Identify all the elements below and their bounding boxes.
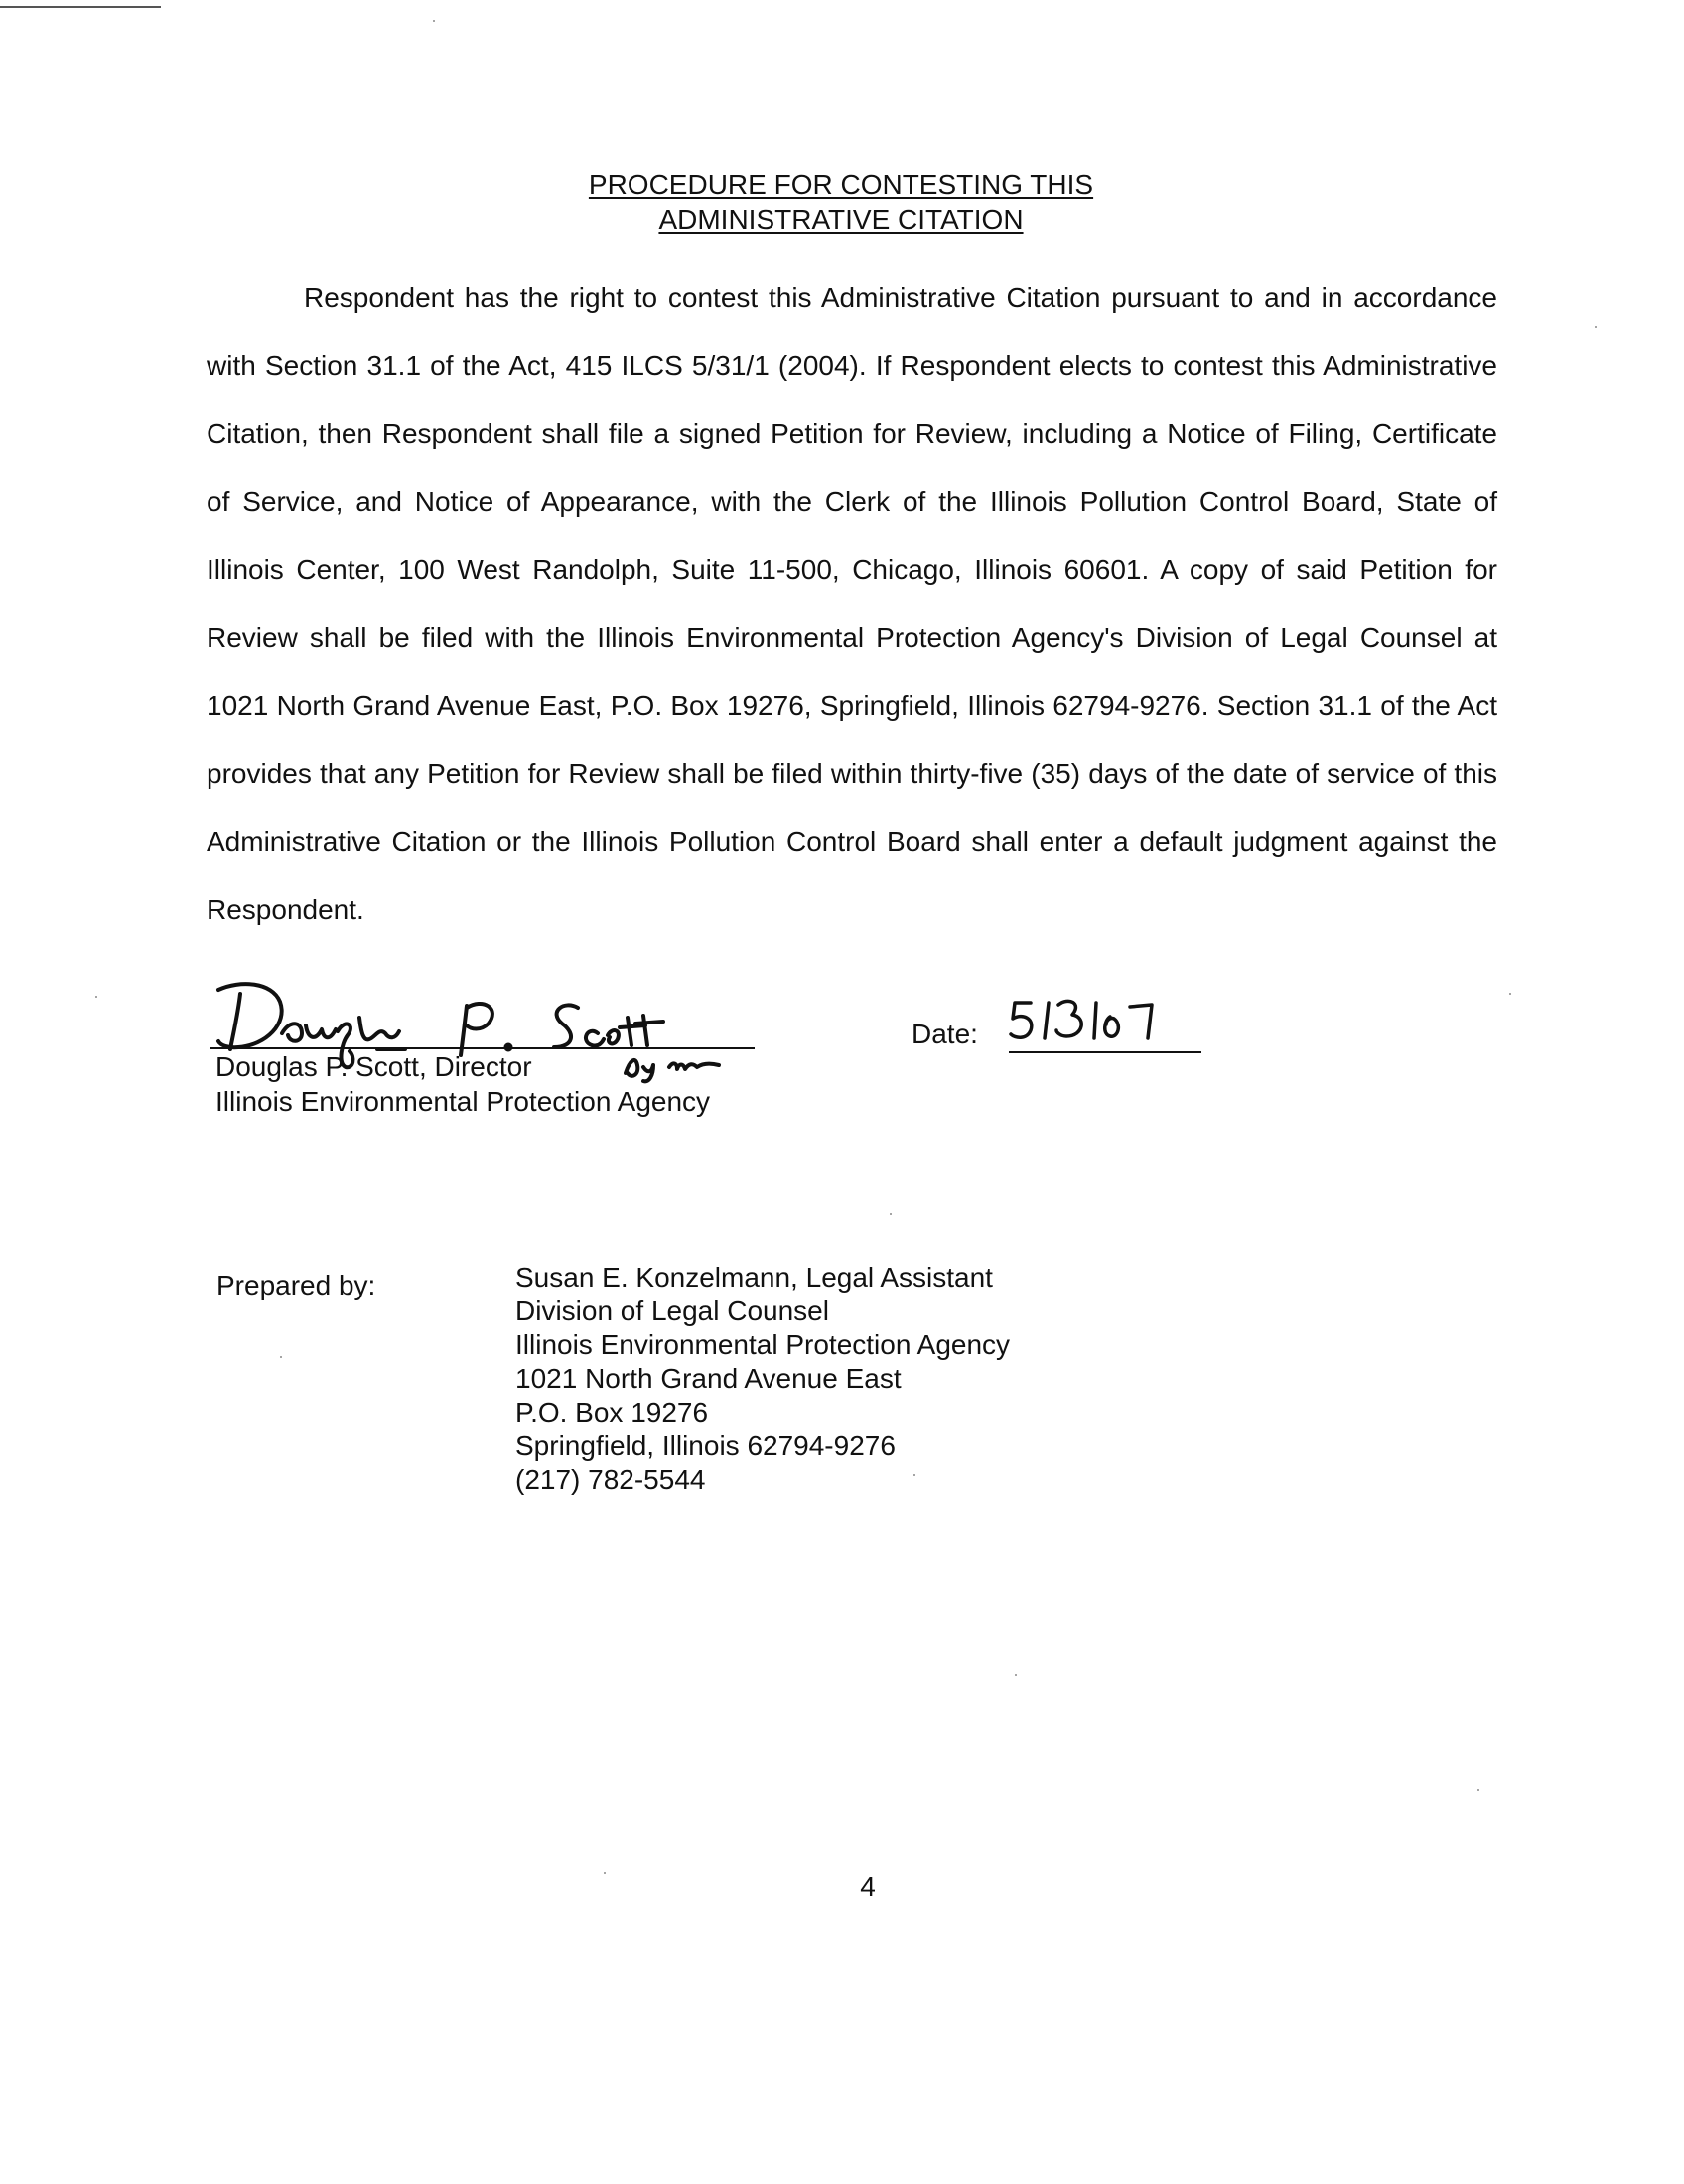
- scan-speck: [433, 20, 435, 22]
- handwritten-date: [1003, 991, 1201, 1050]
- scan-speck: [1015, 1674, 1017, 1676]
- scan-speck: [1477, 1789, 1479, 1791]
- title-line-1: PROCEDURE FOR CONTESTING THIS: [588, 169, 1094, 200]
- signature-line: [210, 1047, 755, 1049]
- scan-artifact-line: [0, 6, 161, 8]
- scan-speck: [280, 1356, 282, 1358]
- title-line-2: ADMINISTRATIVE CITATION: [658, 205, 1024, 235]
- scan-speck: [913, 1474, 915, 1476]
- preparer-line: 1021 North Grand Avenue East: [515, 1363, 902, 1394]
- date-line: [1009, 1051, 1201, 1053]
- scan-speck: [604, 1872, 606, 1874]
- procedure-paragraph: Respondent has the right to contest this Administrative Citation pursuant to and in accordance with Section 31.1 of the Act, 415 ILCS 5/31/1 (2004). If Respondent elects to contest this Administrative Citation, then Respondent shall file a signed Petition for Review, including a Notice of Filing, Certificate of Service, and Notice of Appearance, with the Clerk of the Illinois Pollution Control Board, State of Illinois Center, 100 West Randolph, Suite 11-500, Chicago, Illinois 60601. A copy of said Petition for Review shall be filed with the Illinois Environmental Protection Agency's Division of Legal Counsel at 1021 North Grand Avenue East, P.O. Box 19276, Springfield, Illinois 62794-9276. Section 31.1 of the Act provides that any Petition for Review shall be filed within thirty-five (35) days of the date of service of this Administrative Citation or the Illinois Pollution Control Board shall enter a default judgment against the Respondent.: [207, 282, 1497, 925]
- date-label: Date:: [912, 1019, 978, 1049]
- signatory-name-title: Douglas P. Scott, Director: [215, 1051, 532, 1082]
- preparer-line: Springfield, Illinois 62794-9276: [515, 1431, 896, 1461]
- preparer-line: Susan E. Konzelmann, Legal Assistant: [515, 1262, 993, 1293]
- page-number: 4: [860, 1871, 876, 1902]
- document-title: [0, 167, 1683, 238]
- preparer-address-block: [515, 1261, 1010, 1497]
- preparer-line: Illinois Environmental Protection Agency: [515, 1329, 1011, 1360]
- signatory-agency: Illinois Environmental Protection Agency: [215, 1086, 711, 1117]
- scan-speck: [890, 1213, 892, 1215]
- preparer-line: Division of Legal Counsel: [515, 1296, 829, 1326]
- scan-speck: [1595, 326, 1597, 328]
- scan-speck: [1509, 993, 1511, 995]
- preparer-line: (217) 782-5544: [515, 1464, 706, 1495]
- prepared-by-label: Prepared by:: [216, 1270, 376, 1300]
- scan-speck: [95, 996, 97, 998]
- preparer-line: P.O. Box 19276: [515, 1397, 709, 1428]
